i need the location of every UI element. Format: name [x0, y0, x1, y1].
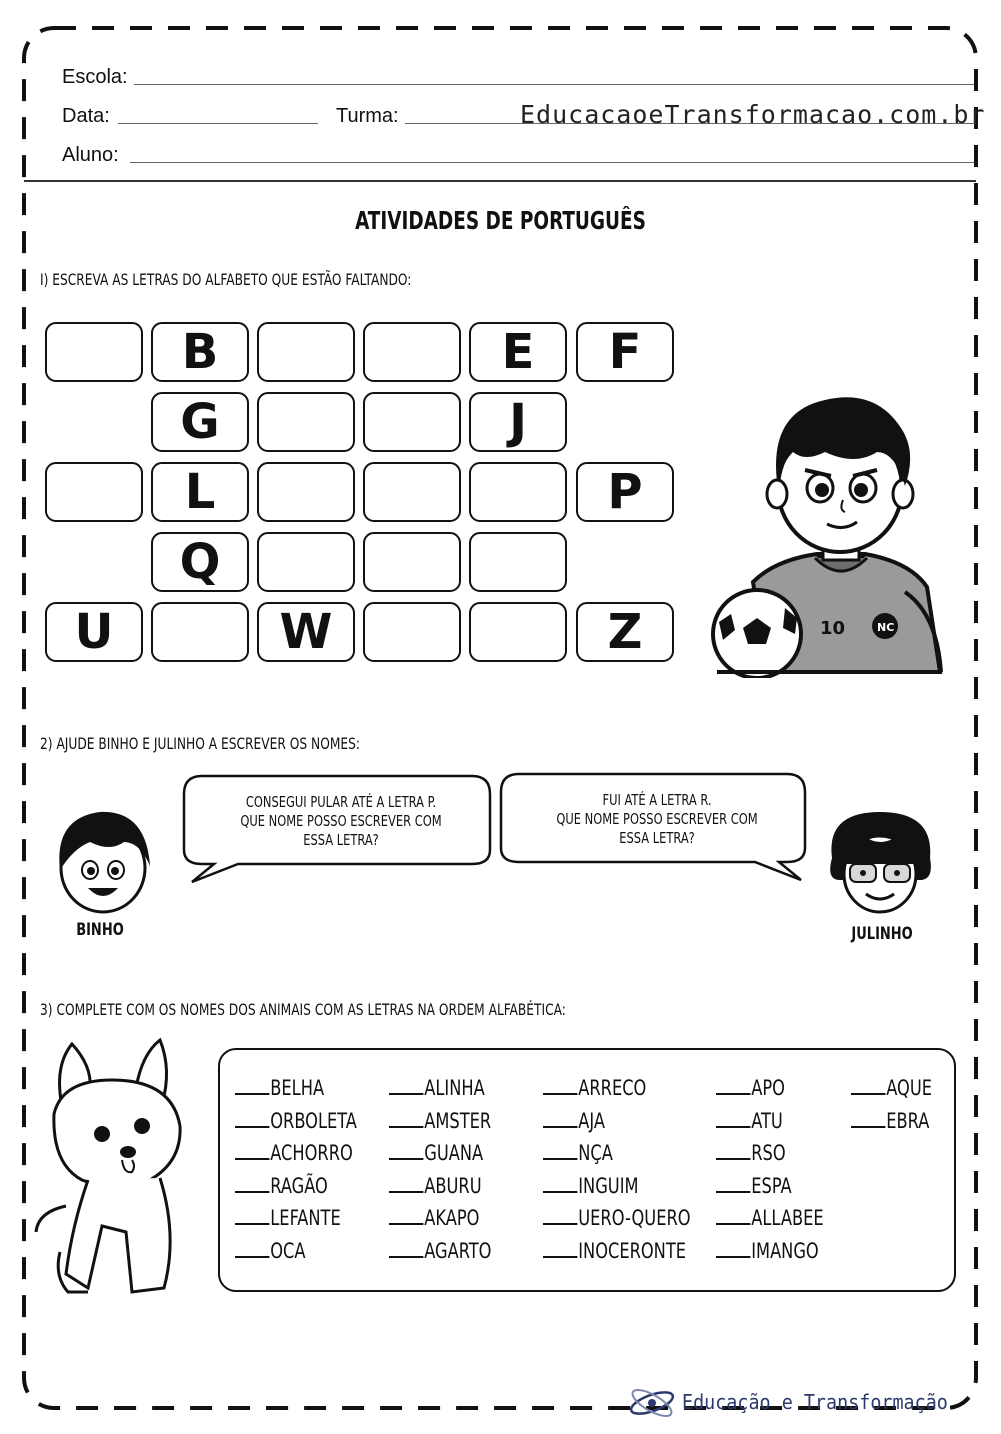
animal-word[interactable]: GUANA — [389, 1141, 491, 1174]
boy-with-ball-illustration — [705, 382, 965, 678]
julinho-name: JULINHO — [851, 924, 913, 944]
alphabet-cell[interactable] — [45, 322, 143, 382]
alphabet-cell[interactable] — [363, 532, 461, 592]
alphabet-cell: J — [469, 392, 567, 452]
shirt-badge: NC — [877, 621, 895, 634]
bubble-2-text: FUI ATÉ A LETRA R. QUE NOME POSSO ESCREVER COM ESSA LETRA? — [556, 791, 758, 847]
animal-word[interactable]: AGARTO — [389, 1239, 491, 1272]
dog-illustration — [32, 1036, 196, 1304]
animal-word[interactable]: OCA — [235, 1239, 357, 1272]
animal-word[interactable]: AJA — [543, 1109, 691, 1142]
alphabet-cell: F — [576, 322, 674, 382]
animal-column-5 — [851, 1076, 945, 1141]
binho-face-illustration — [50, 808, 156, 916]
animal-word[interactable]: ORBOLETA — [235, 1109, 357, 1142]
animal-word[interactable]: ALLABEE — [716, 1206, 824, 1239]
question-3-prompt: 3) COMPLETE COM OS NOMES DOS ANIMAIS COM AS LETRAS NA ORDEM ALFABÉTICA: — [40, 1000, 566, 1019]
atom-logo-icon — [628, 1386, 676, 1420]
escola-line[interactable] — [134, 84, 974, 85]
animal-column-3 — [543, 1076, 715, 1272]
animal-word[interactable]: RSO — [716, 1141, 824, 1174]
alphabet-cell: L — [151, 462, 249, 522]
escola-label: Escola: — [62, 66, 128, 88]
alphabet-cell[interactable] — [469, 532, 567, 592]
animal-word[interactable]: ALINHA — [389, 1076, 491, 1109]
footer-brand-text: Educação e Transformação — [682, 1390, 948, 1414]
animal-word[interactable]: APO — [716, 1076, 824, 1109]
alphabet-cell[interactable] — [469, 602, 567, 662]
animal-word[interactable]: ATU — [716, 1109, 824, 1142]
animal-word[interactable]: NÇA — [543, 1141, 691, 1174]
page-title: ATIVIDADES DE PORTUGUÊS — [355, 206, 646, 235]
alphabet-cell[interactable] — [45, 462, 143, 522]
animal-word[interactable]: ESPA — [716, 1174, 824, 1207]
animal-column-2 — [389, 1076, 508, 1272]
animal-word[interactable]: UERO-QUERO — [543, 1206, 691, 1239]
animal-word[interactable]: BELHA — [235, 1076, 357, 1109]
animal-word[interactable]: INGUIM — [543, 1174, 691, 1207]
question-2-prompt: 2) AJUDE BINHO E JULINHO A ESCREVER OS NOMES: — [40, 734, 360, 753]
aluno-label: Aluno: — [62, 144, 119, 166]
animal-word[interactable]: AQUE — [851, 1076, 932, 1109]
alphabet-cell: Z — [576, 602, 674, 662]
julinho-face-illustration — [824, 808, 936, 918]
alphabet-cell[interactable] — [363, 462, 461, 522]
animal-word[interactable]: AMSTER — [389, 1109, 491, 1142]
alphabet-cell: E — [469, 322, 567, 382]
aluno-line[interactable] — [130, 162, 974, 163]
question-1-prompt: I) ESCREVA AS LETRAS DO ALFABETO QUE ESTÃO FALTANDO: — [40, 270, 412, 289]
animal-word[interactable]: INOCERONTE — [543, 1239, 691, 1272]
binho-name: BINHO — [76, 920, 124, 940]
alphabet-cell[interactable] — [151, 602, 249, 662]
alphabet-cell[interactable] — [363, 392, 461, 452]
alphabet-cell[interactable] — [363, 322, 461, 382]
alphabet-cell[interactable] — [363, 602, 461, 662]
alphabet-cell: P — [576, 462, 674, 522]
animal-word[interactable]: AKAPO — [389, 1206, 491, 1239]
animal-word[interactable]: RAGÃO — [235, 1174, 357, 1207]
site-url: EducacaoeTransformacao.com.br — [520, 100, 986, 129]
alphabet-cell: B — [151, 322, 249, 382]
alphabet-cell[interactable] — [469, 462, 567, 522]
shirt-number: 10 — [820, 618, 846, 639]
header-separator — [24, 180, 976, 182]
footer-brand — [628, 1386, 948, 1420]
alphabet-cell: G — [151, 392, 249, 452]
data-label: Data: — [62, 105, 110, 127]
alphabet-cell[interactable] — [257, 462, 355, 522]
animal-word[interactable]: ABURU — [389, 1174, 491, 1207]
animal-word[interactable]: ARRECO — [543, 1076, 691, 1109]
alphabet-cell[interactable] — [257, 532, 355, 592]
alphabet-cell: W — [257, 602, 355, 662]
animal-column-1 — [235, 1076, 377, 1272]
animal-word[interactable]: LEFANTE — [235, 1206, 357, 1239]
animal-word[interactable]: ACHORRO — [235, 1141, 357, 1174]
alphabet-cell[interactable] — [257, 392, 355, 452]
alphabet-cell: Q — [151, 532, 249, 592]
animal-word[interactable]: EBRA — [851, 1109, 932, 1142]
alphabet-cell: U — [45, 602, 143, 662]
animal-column-4 — [716, 1076, 841, 1272]
data-line[interactable] — [118, 123, 318, 124]
turma-label: Turma: — [336, 105, 399, 127]
alphabet-cell[interactable] — [257, 322, 355, 382]
animal-word[interactable]: IMANGO — [716, 1239, 824, 1272]
bubble-1-text: CONSEGUI PULAR ATÉ A LETRA P. QUE NOME POSSO ESCREVER COM ESSA LETRA? — [240, 793, 442, 849]
